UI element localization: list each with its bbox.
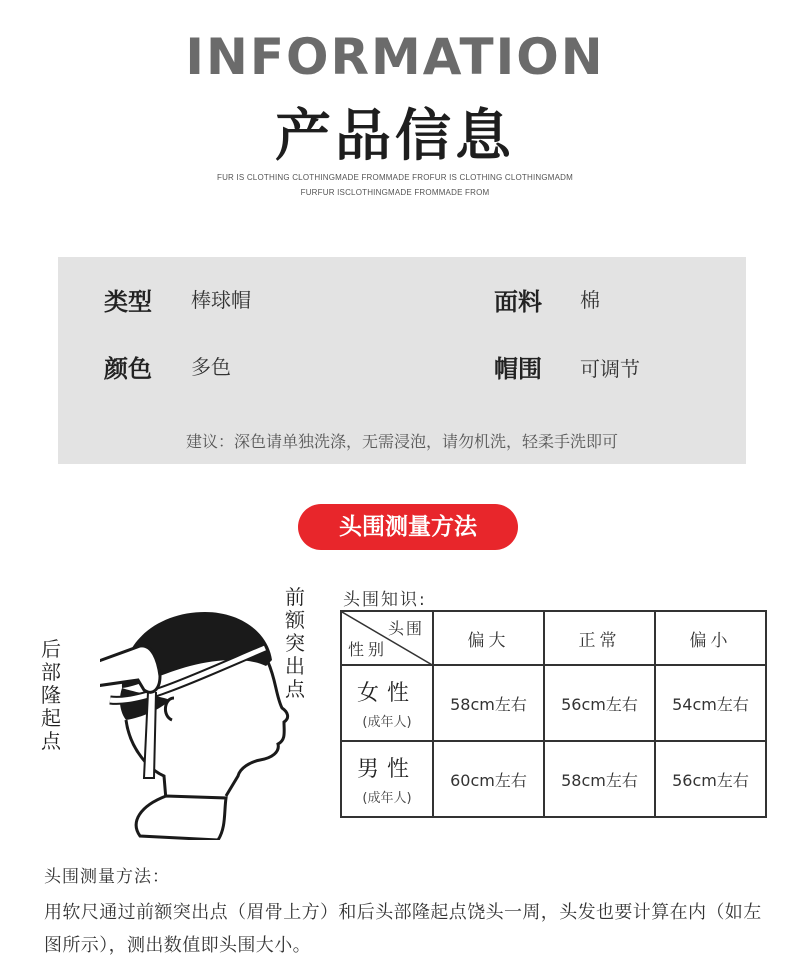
row-sex-note: (成年人) — [362, 715, 412, 730]
table-cell: 60cm左右 — [433, 741, 544, 817]
method-description: 用软尺通过前额突出点（眉骨上方）和后头部隆起点饶头一周，头发也要计算在内（如左图所示），测出数值即头围大小。 — [44, 902, 762, 956]
tagline-line-1: FUR IS CLOTHING CLOTHINGMADE FROMMADE FROFUR IS CLOTHING CLOTHINGMADM — [216, 173, 574, 182]
head-measure-illustration — [100, 600, 300, 840]
tagline-line-2: FURFUR ISCLOTHINGMADE FROMMADE FROM — [300, 188, 490, 197]
size-label: 帽围 — [494, 355, 542, 383]
table-cell: 56cm左右 — [544, 665, 655, 741]
row-sex-note: (成年人) — [362, 791, 412, 806]
front-point-text: 前额突出点 — [285, 585, 305, 701]
row-sex-label: 男性 — [356, 757, 417, 782]
color-label: 颜色 — [104, 355, 152, 383]
color-value: 多色 — [191, 355, 231, 379]
product-info-panel — [58, 257, 746, 464]
section-title-badge: 头围测量方法 — [298, 504, 518, 550]
back-point-label — [40, 638, 64, 753]
care-suggestion: 建议：深色请单独洗涤，无需浸泡，请勿机洗，轻柔手洗即可 — [185, 432, 618, 451]
column-header-normal: 正常 — [544, 611, 655, 665]
row-sex-cell — [341, 665, 433, 741]
size-value: 可调节 — [580, 357, 640, 381]
table-row — [341, 665, 766, 741]
title-english: INFORMATION — [185, 28, 605, 86]
table-cell: 56cm左右 — [655, 741, 766, 817]
row-sex-cell — [341, 741, 433, 817]
table-cell: 58cm左右 — [544, 741, 655, 817]
corner-top-label: 头围 — [387, 619, 424, 638]
corner-bottom-label: 性别 — [348, 640, 389, 659]
table-header-row — [341, 611, 766, 665]
fabric-value: 棉 — [580, 288, 600, 312]
type-label: 类型 — [104, 288, 152, 316]
column-header-large: 偏大 — [433, 611, 544, 665]
method-title: 头围测量方法： — [44, 867, 170, 887]
head-size-table — [340, 610, 767, 818]
back-point-text: 后部隆起点 — [41, 637, 61, 753]
row-sex-label: 女性 — [356, 681, 417, 706]
type-value: 棒球帽 — [191, 288, 251, 312]
table-cell: 54cm左右 — [655, 665, 766, 741]
title-chinese: 产品信息 — [275, 104, 515, 169]
table-corner-cell — [341, 611, 433, 665]
size-knowledge-caption: 头围知识: — [343, 590, 427, 610]
column-header-small: 偏小 — [655, 611, 766, 665]
table-cell: 58cm左右 — [433, 665, 544, 741]
fabric-label: 面料 — [494, 288, 542, 316]
table-row — [341, 741, 766, 817]
